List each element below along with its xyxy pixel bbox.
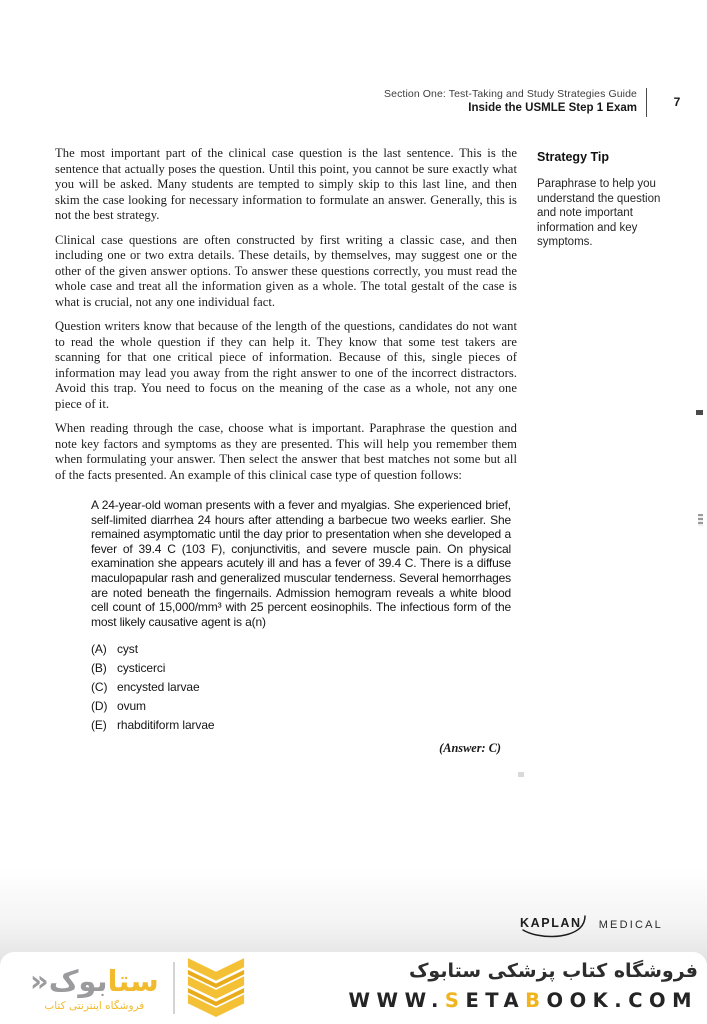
wordmark-end-mark: « <box>30 964 49 998</box>
wordmark-part-2: بوک <box>48 964 108 998</box>
paragraph: When reading through the case, choose what is important. Paraphrase the question and note key factors and symptoms as they are presented. This will help you remember them when formulating your answer. Then select the answer that best matches not some but all of the facts presented. An example of this clinical case type of question follows: <box>55 421 517 482</box>
option-text: cyst <box>117 642 138 657</box>
case-question-stem: A 24-year-old woman presents with a fever and myalgias. She experienced brief, self-limited diarrhea 24 hours after attending a barbecue two weeks earlier. She remained asymptomatic until the day prior to presentation when she developed a fever of 39.4 C (103 F), conjunctivitis, and severe muscle pain. On physical examination she appears acutely ill and has a fever of 39.4 C. There is a diffuse maculopapular rash and generalized muscular tenderness. Several hemorrhages are noted beneath the fingernails. Admission hemogram reveals a white blood cell count of 15,000/mm³ with 25 percent eosinophils. The infectious form of the most likely causative agent is a(n) <box>91 498 511 629</box>
store-title: فروشگاه کتاب پزشکی ستابوک <box>408 960 698 982</box>
scan-speck <box>696 410 703 415</box>
answer-options-list <box>91 640 511 734</box>
answer-option <box>91 678 511 697</box>
url-segment: OOK.COM <box>546 989 698 1012</box>
option-text: ovum <box>117 698 146 713</box>
paragraph: Clinical case questions are often constructed by first writing a classic case, and then including one or two extra details. These details, by themselves, may suggest one or the other of the given answer options. To answer these questions correctly, you must read the whole case and treat all the information given as a whole. The total gestalt of the case is what is crucial, not any one individual fact. <box>55 232 517 309</box>
chevron-emblem-icon <box>187 958 245 1018</box>
option-label: (C) <box>91 679 108 694</box>
strategy-tip-title: Strategy Tip <box>537 150 610 164</box>
body-text-column <box>55 146 517 756</box>
url-segment-accent: S <box>444 989 466 1012</box>
option-label: (B) <box>91 661 107 676</box>
logo-divider <box>173 962 175 1014</box>
scan-speck <box>698 514 703 526</box>
setabook-wordmark <box>30 964 159 998</box>
strategy-tip-text: Paraphrase to help you understand the question and note important information and key symptoms. <box>537 178 661 248</box>
paragraph: The most important part of the clinical case question is the last sentence. This is the sentence that actually poses the question. Until this point, you cannot be sure exactly what you will be asked. Many students are tempted to simply skip to this last line, and then skim the case looking for necessary information to formulate an answer. Generally, this is not the best strategy. <box>55 146 517 222</box>
answer-key: (Answer: C) <box>439 741 501 756</box>
setabook-logo <box>30 957 245 1019</box>
option-text: rhabditiform larvae <box>117 717 215 732</box>
kaplan-swoosh-icon <box>518 913 592 940</box>
header-chapter-title: Inside the USMLE Step 1 Exam <box>468 102 637 114</box>
url-segment-accent: B <box>525 989 547 1012</box>
setabook-tagline: فروشگاه اینترنتی کتاب <box>44 1000 145 1012</box>
setabook-wordmark-block <box>30 964 159 1012</box>
option-label: (D) <box>91 698 108 713</box>
scan-speck <box>518 772 524 777</box>
bookstore-text-block <box>349 957 698 1016</box>
header-section-title: Section One: Test-Taking and Study Strategies Guide <box>384 88 637 100</box>
clinical-case-example <box>91 498 511 756</box>
option-text: cysticerci <box>117 661 166 676</box>
strategy-tip-sidebar <box>537 150 677 250</box>
website-url <box>349 986 698 1016</box>
kaplan-wordmark: KAPLAN <box>519 916 582 930</box>
paragraph: Question writers know that because of the length of the questions, candidates do not want to read the whole question if they can help it. They know that some test takers are scanning for that one critical piece of information. Because of this, single pieces of information may lead you away from the right answer to one of the incorrect distractors. Avoid this trap. You need to focus on the meaning of the case as a whole, not any one piece of it. <box>55 319 517 411</box>
page-number: 7 <box>673 95 681 109</box>
option-text: encysted larvae <box>117 679 200 694</box>
answer-option <box>91 640 511 659</box>
header-text-block <box>384 88 637 117</box>
answer-option <box>91 659 511 678</box>
option-label: (E) <box>91 717 107 732</box>
url-segment: WWW. <box>348 989 445 1012</box>
url-segment: ETA <box>465 989 526 1012</box>
option-label: (A) <box>91 642 107 657</box>
kaplan-medical-logo <box>518 913 663 940</box>
answer-option <box>91 697 511 716</box>
wordmark-part-1: ستا <box>107 964 159 998</box>
kaplan-division-label: MEDICAL <box>598 919 663 931</box>
bookstore-footer-banner <box>0 952 707 1024</box>
answer-option <box>91 716 511 735</box>
running-header <box>0 88 707 117</box>
